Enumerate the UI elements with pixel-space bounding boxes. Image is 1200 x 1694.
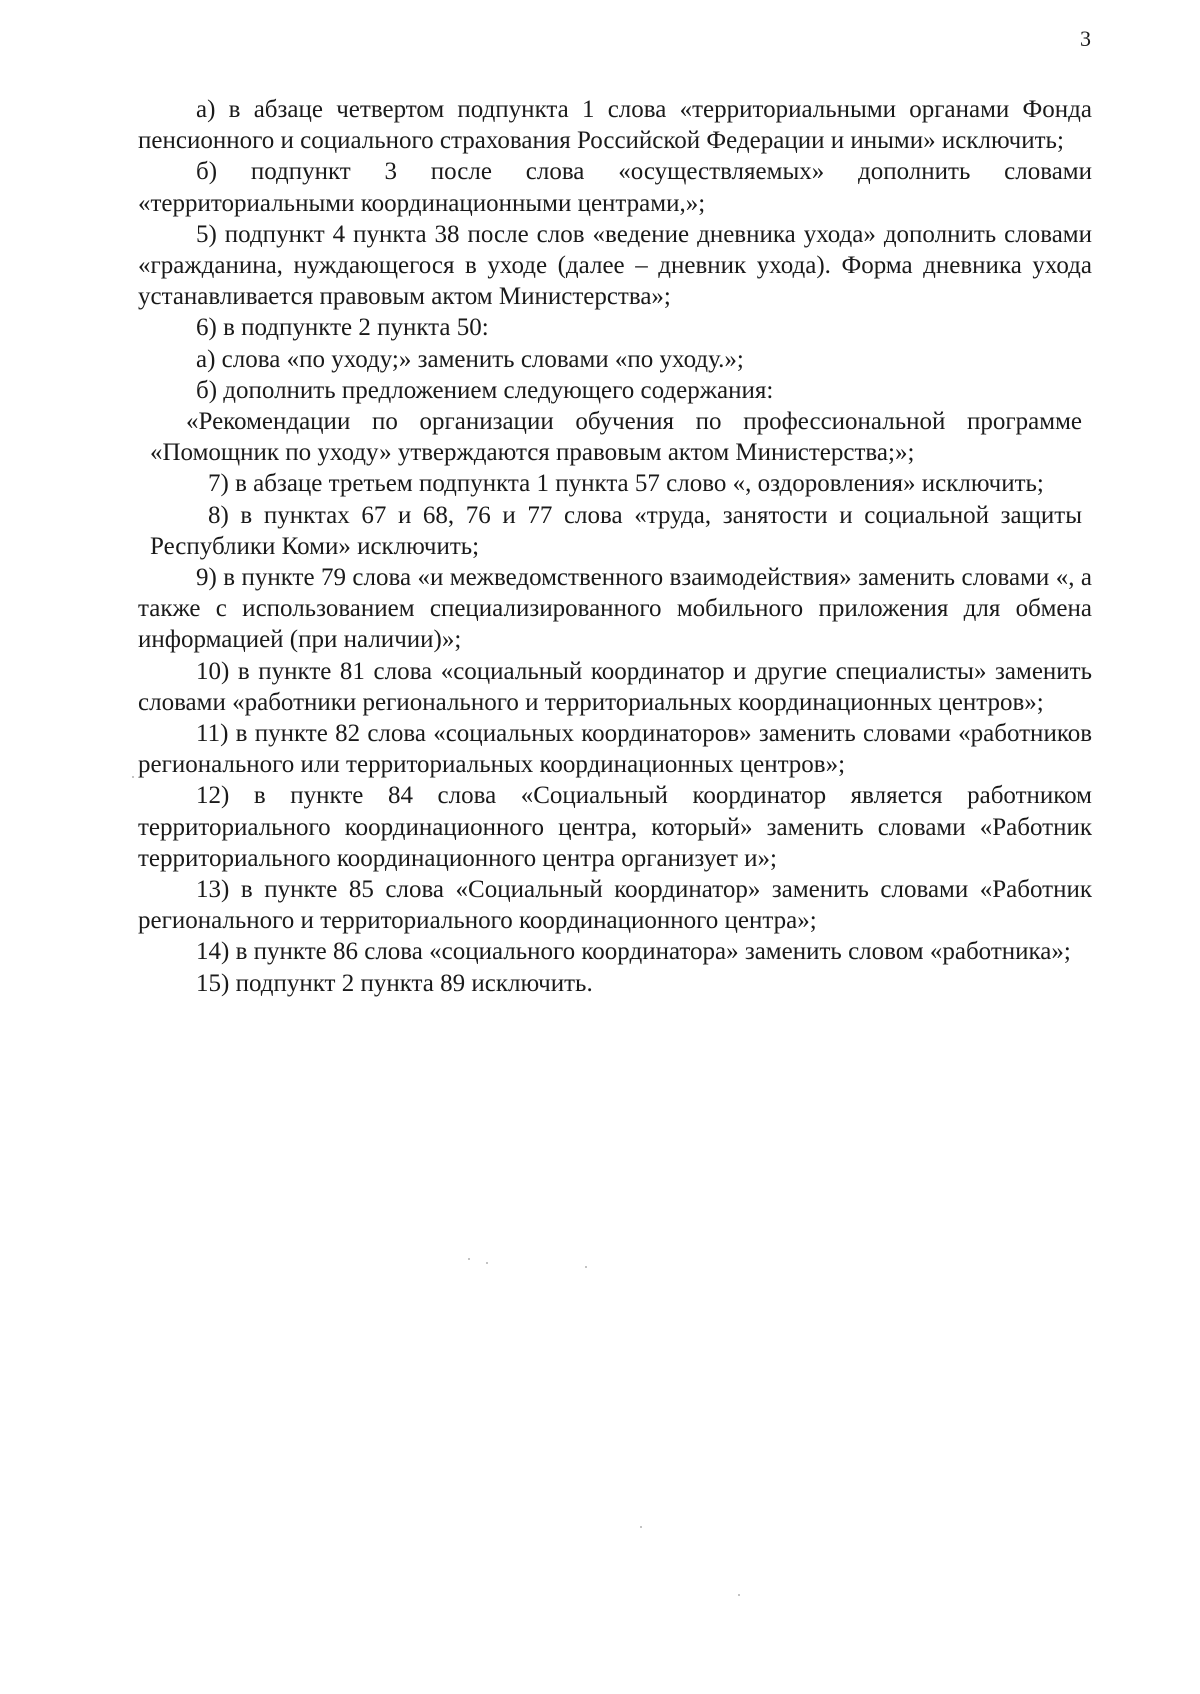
paragraph-b-subpoint-3: б) подпункт 3 после слова «осуществляемых» дополнить словами «территориальными координационными центрами,»; bbox=[138, 158, 1092, 217]
paragraph-item-10: 10) в пункте 81 слова «социальный координатор и другие специалисты» заменить словами «работники регионального и территориальных координационных центров»; bbox=[138, 657, 1092, 716]
paragraph-item-14: 14) в пункте 86 слова «социального координатора» заменить словом «работника»; bbox=[196, 938, 1071, 966]
paragraph-quoted-recommendations: «Рекомендации по организации обучения по профессиональной программе «Помощник по уходу» утверждаются правовым актом Министерства;»; bbox=[150, 408, 1082, 467]
paragraph-item-13: 13) в пункте 85 слова «Социальный координатор» заменить словами «Работник регионального и территориального координационного центра»; bbox=[138, 876, 1092, 935]
scan-speck bbox=[738, 1594, 740, 1596]
paragraph-item-12: 12) в пункте 84 слова «Социальный координатор является работником территориального координационного центра, который» заменить словами «Работник территориального координационного центра организует и»; bbox=[138, 782, 1092, 872]
scan-speck bbox=[640, 1526, 642, 1528]
scan-speck bbox=[486, 1262, 488, 1264]
paragraph-item-6-a: а) слова «по уходу;» заменить словами «по уходу.»; bbox=[196, 345, 744, 373]
scan-speck bbox=[585, 1266, 587, 1268]
paragraph-item-6-b: б) дополнить предложением следующего содержания: bbox=[196, 376, 774, 404]
paragraph-a-subpoint-1: а) в абзаце четвертом подпункта 1 слова «территориальными органами Фонда пенсионного и социального страхования Российской Федерации и иными» исключить; bbox=[138, 96, 1092, 155]
document-body bbox=[0, 94, 1200, 999]
scan-speck bbox=[132, 776, 134, 778]
paragraph-item-8: 8) в пунктах 67 и 68, 76 и 77 слова «труда, занятости и социальной защиты Республики Коми» исключить; bbox=[150, 501, 1082, 560]
paragraph-item-9: 9) в пункте 79 слова «и межведомственного взаимодействия» заменить словами «, а также с использованием специализированного мобильного приложения для обмена информацией (при наличии)»; bbox=[138, 564, 1092, 654]
paragraph-item-11: 11) в пункте 82 слова «социальных координаторов» заменить словами «работников регионального или территориальных координационных центров»; bbox=[138, 720, 1092, 779]
paragraph-item-6: 6) в подпункте 2 пункта 50: bbox=[196, 314, 489, 342]
paragraph-item-7: 7) в абзаце третьем подпункта 1 пункта 57 слово «, оздоровления» исключить; bbox=[208, 470, 1044, 498]
page-number: 3 bbox=[1080, 26, 1091, 51]
paragraph-item-5: 5) подпункт 4 пункта 38 после слов «ведение дневника ухода» дополнить словами «гражданина, нуждающегося в уходе (далее – дневник ухода). Форма дневника ухода устанавливается правовым актом Министерства»; bbox=[138, 220, 1092, 311]
scan-speck bbox=[468, 1258, 470, 1260]
paragraph-item-15: 15) подпункт 2 пункта 89 исключить. bbox=[196, 969, 593, 997]
